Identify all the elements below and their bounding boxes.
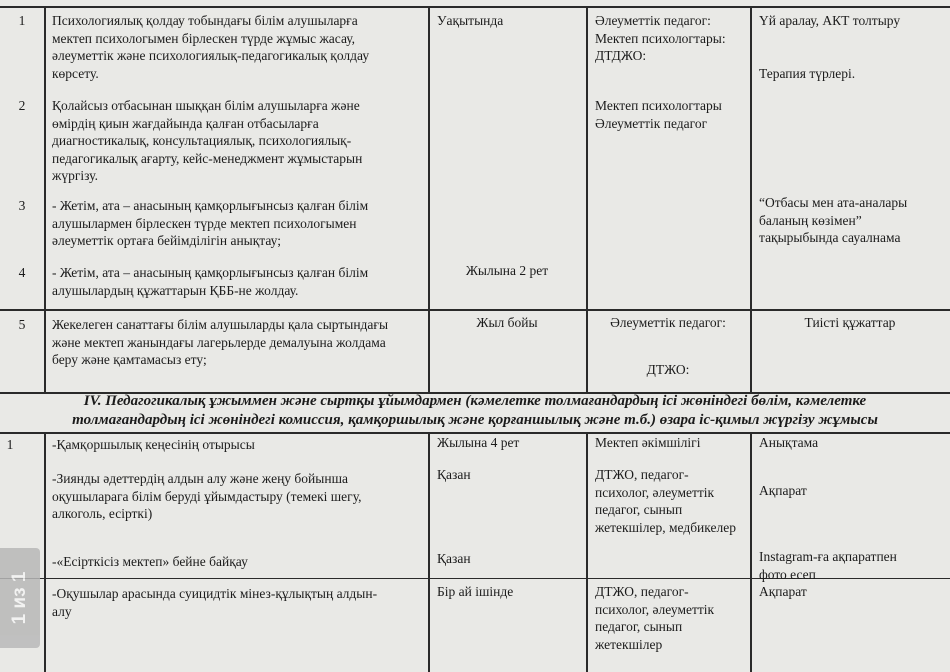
row-responsible: ДТЖО, педагог- психолог, әлеуметтік педагог, сынып жетекшілер, медбикелер <box>595 467 736 535</box>
row-deadline: Бір ай ішінде <box>437 584 514 599</box>
section-heading: IV. Педагогикалық ұжыммен және сыртқы ұйымдармен (кәмелетке толмағандардың ісі жөніндегі бөлім, кәмелетке толмағандардың ісі жөніндегі комиссия, қамқоршылық және қорғаншылық және т.б.) өзара іс-қимыл жүргізу жұмысы <box>72 393 878 428</box>
table-col-divider <box>44 432 46 672</box>
row-result: Үй аралау, АКТ толтыру Терапия түрлері. <box>759 13 901 81</box>
row-result: Ақпарат <box>759 584 807 599</box>
row-number: 5 <box>18 317 26 332</box>
row-result: “Отбасы мен ата-аналары баланың көзімен” тақырыбында сауалнама <box>759 195 908 245</box>
row-result: Тиісті құжаттар <box>804 315 896 330</box>
table-col-divider <box>750 432 752 672</box>
row-deadline: Қазан <box>437 467 471 482</box>
row-activity: -«Есірткісіз мектеп» бейне байқау <box>52 554 248 569</box>
row-number: 2 <box>18 98 26 113</box>
row-activity: Жекелеген санаттағы білім алушыларды қала сыртындағы және мектеп жанындағы лагерьлерде демалуына жолдама беру және қамтамасыз ету; <box>52 317 389 367</box>
row-number: 1 <box>18 13 26 28</box>
row-result: Instagram-ға ақпаратпен фото есеп <box>759 549 897 582</box>
row-activity: -Оқушылар арасында суицидтік мінез-құлықтың алдын- алу <box>52 586 378 619</box>
table-col-divider <box>44 6 46 392</box>
row-activity: - Жетім, ата – анасының қамқорлығынсыз қалған білім алушылардың құжаттарын ҚББ-не жолдау. <box>52 265 369 298</box>
row-deadline: Уақытында <box>437 13 504 28</box>
row-responsible: Мектеп әкімшілігі <box>595 435 701 450</box>
row-activity: Психологиялық қолдау тобындағы білім алушыларға мектеп психологымен бірлескен түрде жұмыс жасау, әлеуметтік және психологиялық-педагогикалық қолдау көрсету. <box>52 13 370 81</box>
row-result: Ақпарат <box>759 483 807 498</box>
table-col-divider <box>586 6 588 392</box>
row-deadline: Жылына 4 рет <box>437 435 520 450</box>
row-activity: Қолайсыз отбасынан шыққан білім алушыларға және өмірдің қиын жағдайында қалған отбасыларға диагностикалық, консультациялық, психологиялық- педагогикалық ағарту, кейс-менеджмент жұмыстарын жүргізу. <box>52 98 363 183</box>
table-row-divider <box>0 309 950 311</box>
row-responsible: Әлеуметтік педагог: Мектеп психологтары: ДТДЖО: <box>595 13 726 63</box>
table-col-divider <box>428 432 430 672</box>
page-counter-badge <box>0 548 40 648</box>
row-number: 4 <box>18 265 26 280</box>
row-responsible: Әлеуметтік педагог: <box>610 315 726 330</box>
row-activity: -Қамқоршылық кеңесінің отырысы <box>52 437 255 452</box>
page-counter-label: 1 из 1 <box>9 571 30 625</box>
row-responsible-2: ДТЖО: <box>646 362 690 377</box>
row-number: 1 <box>6 437 14 452</box>
row-responsible: Мектеп психологтары Әлеуметтік педагог <box>595 98 722 131</box>
table-col-divider <box>428 6 430 392</box>
row-deadline: Қазан <box>437 551 471 566</box>
row-deadline: Жылына 2 рет <box>465 263 549 278</box>
table-border-top <box>0 6 950 8</box>
table-col-divider <box>750 6 752 392</box>
row-deadline: Жыл бойы <box>476 315 538 330</box>
row-activity: - Жетім, ата – анасының қамқорлығынсыз қалған білім алушылармен бірлескен түрде мектеп психологымен әлеуметтік ортаға бейімділігін анықтау; <box>52 198 369 248</box>
row-activity: -Зиянды әдеттердің алдын алу және жеңу бойынша оқушыларага білім беруді ұйымдастыру (темекі шегу, алкоголь, есірткі) <box>52 471 362 521</box>
row-number: 3 <box>18 198 26 213</box>
row-responsible: ДТЖО, педагог- психолог, әлеуметтік педагог, сынып жетекшілер <box>595 584 715 652</box>
table-col-divider <box>586 432 588 672</box>
row-result: Анықтама <box>759 435 819 450</box>
